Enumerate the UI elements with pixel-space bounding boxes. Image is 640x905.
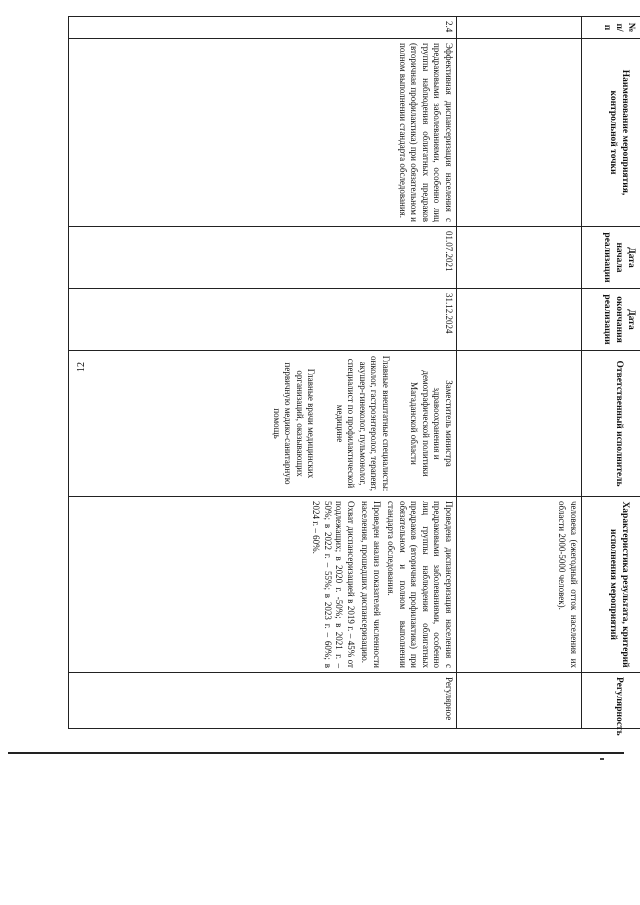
- responsible-chief-physicians: Главные врачи медицинских организаций, оказывающих первичную медико-санитарную помощь: [272, 362, 317, 485]
- cell-end-date: 31.12.2024: [69, 289, 457, 351]
- header-responsible: Ответственный исполнитель: [582, 351, 640, 497]
- cell-empty: [457, 39, 582, 227]
- responsible-deputy-minister: Заместитель министра здравоохранения и демографической политики Магаданской области: [409, 370, 454, 477]
- cell-result: [69, 497, 457, 673]
- responsible-chief-specialists: Главные внештатные специалисты: онколог, гастроэнтеролог, терапевт, акушер-гинеколог, пульмонолог, специалист по профилактической медицине: [335, 355, 391, 492]
- cell-empty: [457, 17, 582, 39]
- header-name: Наименование мероприятия, контрольной точки: [582, 39, 640, 227]
- header-num: № п/п: [582, 17, 640, 39]
- header-end-date: Дата окончания реализации: [582, 289, 640, 351]
- cell-responsible: [69, 351, 457, 497]
- cell-measure-name: Эффективная диспансеризация населения с предраковыми заболеваниями, особенно лиц группы наблюдения облигатных предраков (вторичная профилактика) при обязательном и полном выполнении стандарта обследования.: [69, 39, 457, 227]
- result-paragraph: Охват диспансеризацией в 2019 г. – 45% от подлежащих; в 2020 г. -50%; в 2021 г. – 50%; в 2022 г. – 55%; в 2023 г. – 60%; в 2024 г. – 60%.: [311, 501, 356, 668]
- cell-regularity: Регулярное: [69, 673, 457, 729]
- document-sheet: [68, 16, 640, 736]
- scan-mark: [600, 758, 604, 760]
- header-start-date: Дата начала реализации: [582, 227, 640, 289]
- cell-num: 2.4: [69, 17, 457, 39]
- table-row: [69, 17, 457, 729]
- table-row: [457, 17, 582, 729]
- measures-table: [68, 16, 640, 736]
- header-result: Характеристика результата, критерий исполнения мероприятий: [582, 497, 640, 673]
- result-paragraph: Проведена диспансеризация населения с предраковыми заболеваниями, особенно лиц группы наблюдения облигатных предраков (вторичная профилактика) при обязательном и полном выполнении стандарта обследования.: [386, 501, 454, 668]
- result-paragraph: Проведен анализ показателей численности населения, прошедших диспансеризацию.: [360, 501, 382, 668]
- cell-empty: [457, 673, 582, 729]
- cell-empty: [457, 289, 582, 351]
- page-number: 12: [76, 362, 87, 372]
- table-header-row: [582, 17, 640, 729]
- cell-start-date: 01.07.2021: [69, 227, 457, 289]
- page-bottom-rule: [8, 752, 624, 754]
- header-regularity: Регулярность: [582, 673, 640, 729]
- cell-empty: [457, 227, 582, 289]
- cell-result-continuation: человека (ежегодный отток населения их области 2000-5000 человек).: [457, 497, 582, 673]
- cell-empty: [457, 351, 582, 497]
